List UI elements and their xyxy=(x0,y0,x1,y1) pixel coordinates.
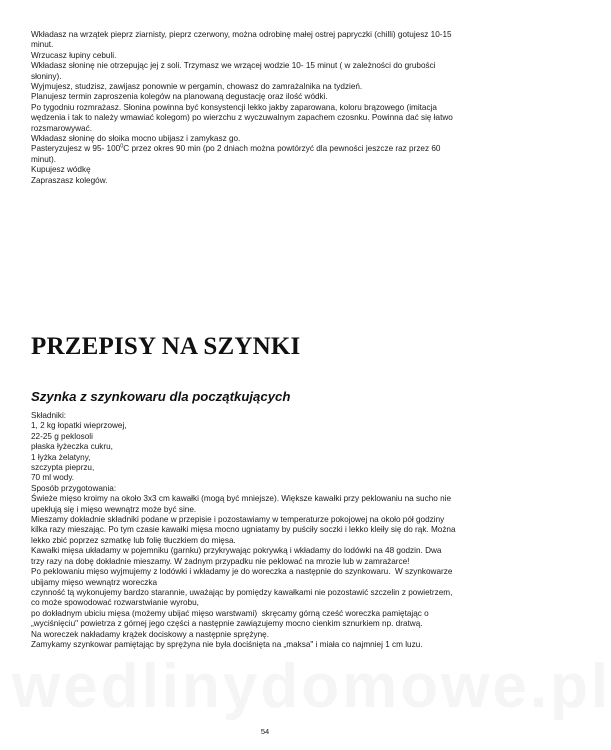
page-number: 54 xyxy=(260,727,270,736)
intro-text xyxy=(31,30,501,186)
recipe-line: kilka razy mieszając. Po tym czasie kawałki mięsa mocno ugniatamy by puściły soczki i lekko kleiły się do rąk. Można xyxy=(31,525,456,535)
recipe-title: Szynka z szynkowaru dla początkujących xyxy=(31,389,291,404)
recipe-text xyxy=(31,411,501,650)
pasteurization-text: Pasteryzujesz w 95- 100 xyxy=(31,144,121,154)
recipe-line: co może spowodować rozwarstwianie wyrobu, xyxy=(31,598,199,608)
intro-line: Planujesz termin zaproszenia kolegów na planowaną degustację oraz ilość wódki. xyxy=(31,92,328,102)
recipe-line: lekko zbić poprzez szmatkę lub folię tłuczkiem do mięsa. xyxy=(31,535,236,545)
recipe-line: „wyciśnięciu" powietrza z górnej jego części a następnie zawiązujemy mocno cienkim sznurkiem np. dratwą. xyxy=(31,619,423,629)
recipe-line: 1 łyżka żelatyny, xyxy=(31,452,91,462)
recipe-line: czynność tą wykonujemy bardzo starannie, uważając by pomiędzy kawałkami nie pozostawić szczelin z powietrzem, xyxy=(31,587,453,597)
watermark: wedlinydomowe.pl xyxy=(12,652,611,721)
recipe-line: 22-25 g peklosoli xyxy=(31,431,93,441)
recipe-line: trzy razy na dobę dokładnie mieszamy. W żadnym przypadku nie peklować na mrozie lub w zamrażarce! xyxy=(31,556,410,566)
recipe-line: Kawałki mięsa układamy w pojemniku (garnku) przykrywając pokrywką i wkładamy do lodówki na 48 godzin. Dwa xyxy=(31,546,442,556)
pasteurization-line xyxy=(31,144,501,154)
intro-line: Wkładasz słoninę do słoika mocno ubijasz i zamykasz go. xyxy=(31,134,241,144)
recipe-line: upekłują się i mięso wewnątrz może być sine. xyxy=(31,504,197,514)
intro-line: wędzenia i tak to należy wmawiać kolegom) po wierzchu z wyczuwalnym zapachem czosnku. Powinna dać się łatwo xyxy=(31,113,453,123)
recipe-line: płaska łyżeczka cukru, xyxy=(31,442,113,452)
recipe-line: 70 ml wody. xyxy=(31,473,75,483)
recipe-line: po dokładnym ubiciu mięsa (możemy ubijać mięso warstwami) skręcamy górną cześć woreczka pamiętając o xyxy=(31,608,429,618)
intro-line: słoniny). xyxy=(31,71,62,81)
intro-line: Wkładasz słoninę nie otrzepując jej z soli. Trzymasz we wrzącej wodzie 10- 15 minut ( w zależności do grubości xyxy=(31,61,436,71)
recipe-line: szczypta pieprzu, xyxy=(31,463,95,473)
intro-line: Po tygodniu rozmrażasz. Słonina powinna być konsystencji lekko jakby zaparowana, koloru brązowego (imitacja xyxy=(31,102,437,112)
recipe-line: Sposób przygotowania: xyxy=(31,483,117,493)
recipe-line: Na woreczek nakładamy krążek dociskowy a następnie sprężynę. xyxy=(31,629,270,639)
recipe-line: Zamykamy szynkowar pamiętając by sprężyna nie była dociśnięta na „maksa" i miała co najmniej 1 cm luzu. xyxy=(31,639,423,649)
intro-line: Zapraszasz kolegów. xyxy=(31,175,108,185)
recipe-line: Składniki: xyxy=(31,411,67,420)
recipe-line: ubijamy mięso wewnątrz woreczka xyxy=(31,577,158,587)
recipe-line: 1, 2 kg łopatki wieprzowej, xyxy=(31,421,127,431)
intro-line: minut. xyxy=(31,40,54,50)
pasteurization-text-end: C przez okres 90 min (po 2 dniach można powtórzyć dla pewności jeszcze raz przez 60 xyxy=(123,144,441,154)
intro-line: Wrzucasz łupiny cebuli. xyxy=(31,50,117,60)
recipe-line: Mieszamy dokładnie składniki podane w przepisie i pozostawiamy w temperaturze pokojowej na około pół godziny xyxy=(31,515,445,525)
intro-line: Wyjmujesz, studzisz, zawijasz ponownie w pergamin, chowasz do zamrażalnika na tydzień. xyxy=(31,82,363,92)
recipe-line: Świeże mięso kroimy na około 3x3 cm kawałki (mogą być mniejsze). Większe kawałki przy peklowaniu na sucho nie xyxy=(31,494,452,504)
intro-line: rozsmarowywać. xyxy=(31,123,92,133)
intro-end-lines xyxy=(31,155,501,186)
chapter-title: PRZEPISY NA SZYNKI xyxy=(31,333,301,360)
degree-superscript: 0 xyxy=(120,143,124,150)
intro-line: minut). xyxy=(31,154,57,164)
intro-line: Kupujesz wódkę xyxy=(31,165,91,175)
intro-lines xyxy=(31,30,501,144)
recipe-line: Po peklowaniu mięso wyjmujemy z lodówki i wkładamy je do woreczka a następnie do szynkowaru. W szynkowarze xyxy=(31,567,453,577)
intro-line: Wkładasz na wrzątek pieprz ziarnisty, pieprz czerwony, można odrobinę małej ostrej papryczki (chilli) gotujesz 10-15 xyxy=(31,30,452,39)
